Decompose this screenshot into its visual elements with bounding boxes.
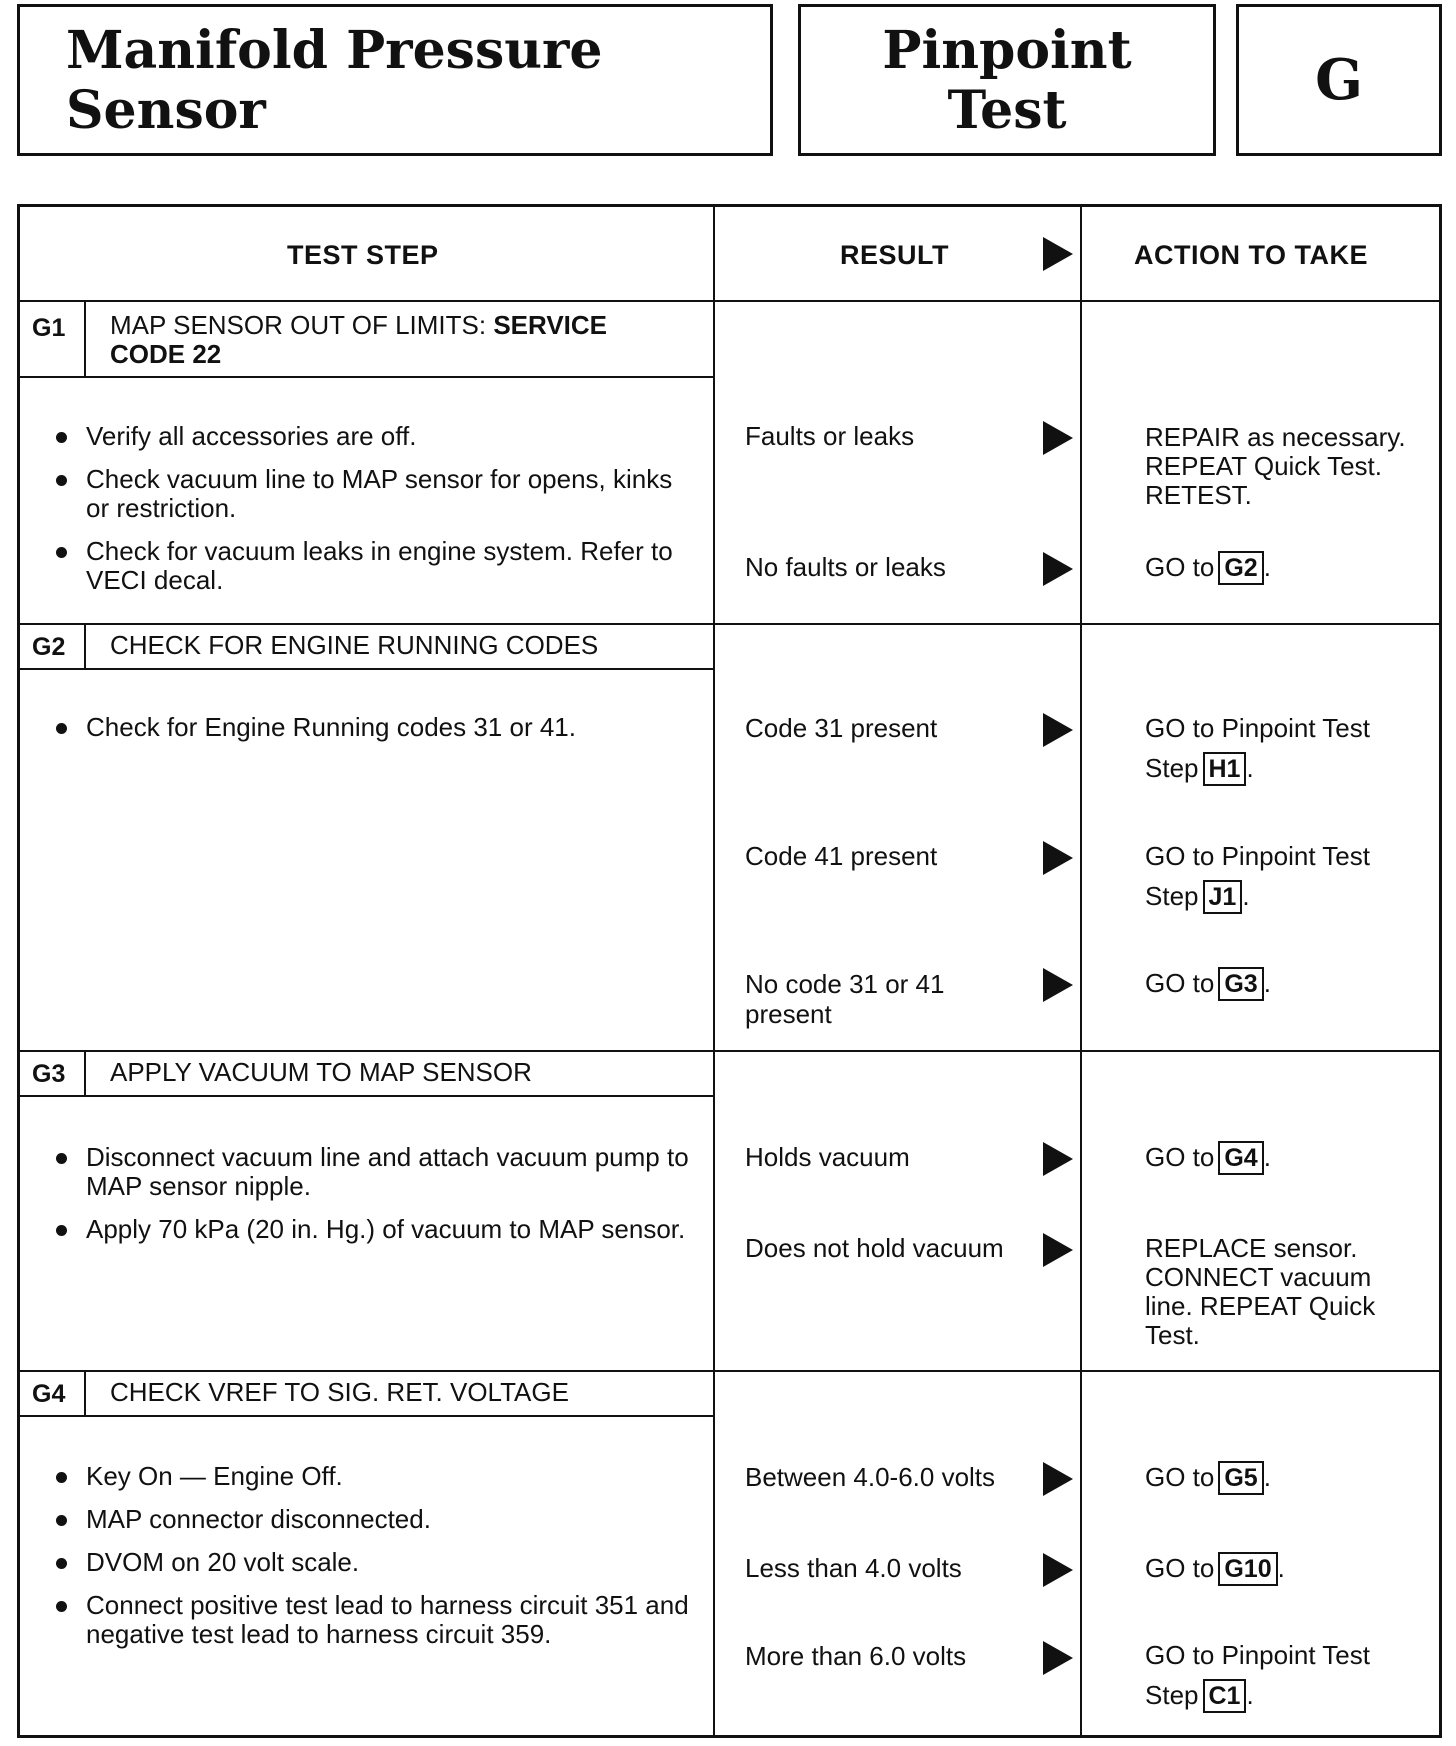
step-id: G3 [32, 1060, 66, 1088]
page-title-line1: Manifold Pressure [66, 20, 603, 81]
bullet-item: Verify all accessories are off. [52, 422, 692, 451]
bullet-item: DVOM on 20 volt scale. [52, 1548, 702, 1577]
step-title-divider [20, 1415, 713, 1417]
action-label: GO to [1145, 1462, 1215, 1492]
step-id: G1 [32, 314, 66, 342]
action-text: GO to Pinpoint Test Step J1 . [1145, 836, 1415, 916]
arrow-icon [1043, 552, 1073, 586]
arrow-icon [1043, 841, 1073, 875]
arrow-icon [1043, 968, 1073, 1002]
bullet-item: Check for Engine Running codes 31 or 41. [52, 713, 692, 742]
step-title-bold: SERVICE [493, 310, 608, 340]
arrow-icon [1043, 1462, 1073, 1496]
bullet-item: Apply 70 kPa (20 in. Hg.) of vacuum to MAP sensor. [52, 1215, 692, 1244]
row-divider [20, 1370, 1439, 1372]
step-id-divider [84, 300, 86, 376]
bullet-item: MAP connector disconnected. [52, 1505, 702, 1534]
result-text: Does not hold vacuum [745, 1233, 1004, 1263]
step-title-bold: CODE 22 [110, 339, 222, 369]
action-label: GO to Pinpoint Test Step [1145, 841, 1370, 911]
step-id-divider [84, 1370, 86, 1415]
result-text: Less than 4.0 volts [745, 1553, 962, 1583]
arrow-icon [1043, 1641, 1073, 1675]
step-ref-box: C1 [1203, 1679, 1247, 1713]
bullet-item: Connect positive test lead to harness circuit 351 and negative test lead to harness circuit 359. [52, 1591, 702, 1649]
step-id: G2 [32, 633, 66, 661]
result-text: Faults or leaks [745, 421, 915, 451]
step-ref-box: G4 [1218, 1141, 1263, 1175]
bullet-item: Check for vacuum leaks in engine system. Refer to VECI decal. [52, 537, 692, 595]
action-label: GO to [1145, 1553, 1215, 1583]
step-title-divider [20, 376, 713, 378]
arrow-icon [1043, 713, 1073, 747]
test-label-line2: Test [947, 80, 1067, 141]
action-text: GO to Pinpoint Test Step H1 . [1145, 708, 1415, 788]
column-header-action: ACTION TO TAKE [1134, 240, 1368, 270]
action-label: GO to Pinpoint Test Step [1145, 1640, 1370, 1710]
step-id-divider [84, 1050, 86, 1095]
action-text: GO to G10 . [1145, 1552, 1285, 1586]
arrow-icon [1043, 421, 1073, 455]
action-text: GO to Pinpoint Test Step C1 . [1145, 1635, 1415, 1715]
step-ref-box: G3 [1218, 967, 1263, 1001]
result-text: Code 31 present [745, 713, 938, 743]
step-ref-box: J1 [1203, 880, 1243, 914]
column-divider [713, 207, 715, 1735]
step-title: APPLY VACUUM TO MAP SENSOR [110, 1057, 532, 1087]
action-text: GO to G2 . [1145, 551, 1271, 585]
bullet-item: Disconnect vacuum line and attach vacuum pump to MAP sensor nipple. [52, 1143, 692, 1201]
step-title: CHECK FOR ENGINE RUNNING CODES [110, 630, 599, 660]
arrow-icon [1043, 237, 1073, 271]
action-label: GO to Pinpoint Test Step [1145, 713, 1370, 783]
column-divider [1080, 207, 1082, 1735]
action-label: GO to [1145, 552, 1215, 582]
action-text: GO to G4 . [1145, 1141, 1271, 1175]
column-header-result: RESULT [840, 240, 949, 270]
header-title-box [17, 4, 773, 156]
step-bullets [52, 1143, 692, 1258]
pinpoint-test-table [17, 204, 1442, 1738]
step-ref-box: H1 [1203, 752, 1247, 786]
bullet-item: Check vacuum line to MAP sensor for opens, kinks or restriction. [52, 465, 692, 523]
page-title-line2: Sensor [66, 80, 266, 141]
result-text: No code 31 or 41 present [745, 969, 945, 1029]
action-text: GO to G3 . [1145, 967, 1271, 1001]
step-bullets [52, 1462, 702, 1663]
action-text: GO to G5 . [1145, 1461, 1271, 1495]
action-label: GO to [1145, 1142, 1215, 1172]
column-header-test-step: TEST STEP [287, 240, 439, 270]
step-id: G4 [32, 1380, 66, 1408]
header-row-divider [20, 300, 1439, 302]
step-title-divider [20, 668, 713, 670]
row-divider [20, 623, 1439, 625]
step-ref-box: G2 [1218, 551, 1263, 585]
test-letter: G [1315, 47, 1363, 113]
step-ref-box: G5 [1218, 1461, 1263, 1495]
result-text: Between 4.0-6.0 volts [745, 1462, 996, 1492]
arrow-icon [1043, 1142, 1073, 1176]
arrow-icon [1043, 1553, 1073, 1587]
step-title-divider [20, 1095, 713, 1097]
action-label: GO to [1145, 968, 1215, 998]
result-text: Holds vacuum [745, 1142, 910, 1172]
step-id-divider [84, 623, 86, 668]
result-text: No faults or leaks [745, 552, 946, 582]
step-ref-box: G10 [1218, 1552, 1277, 1586]
result-text: More than 6.0 volts [745, 1641, 967, 1671]
action-text: REPAIR as necessary. REPEAT Quick Test. RETEST. [1145, 422, 1406, 510]
arrow-icon [1043, 1233, 1073, 1267]
row-divider [20, 1050, 1439, 1052]
bullet-item: Key On — Engine Off. [52, 1462, 702, 1491]
step-title-text: MAP SENSOR OUT OF LIMITS: [110, 310, 494, 340]
step-title: CHECK VREF TO SIG. RET. VOLTAGE [110, 1377, 569, 1407]
header-letter-box [1236, 4, 1442, 156]
test-label-line1: Pinpoint [882, 20, 1132, 81]
step-title [110, 311, 700, 369]
step-bullets [52, 422, 692, 609]
result-text: Code 41 present [745, 841, 938, 871]
header-test-box [798, 4, 1216, 156]
step-bullets [52, 713, 692, 756]
action-text: REPLACE sensor. CONNECT vacuum line. REPEAT Quick Test. [1145, 1233, 1376, 1350]
